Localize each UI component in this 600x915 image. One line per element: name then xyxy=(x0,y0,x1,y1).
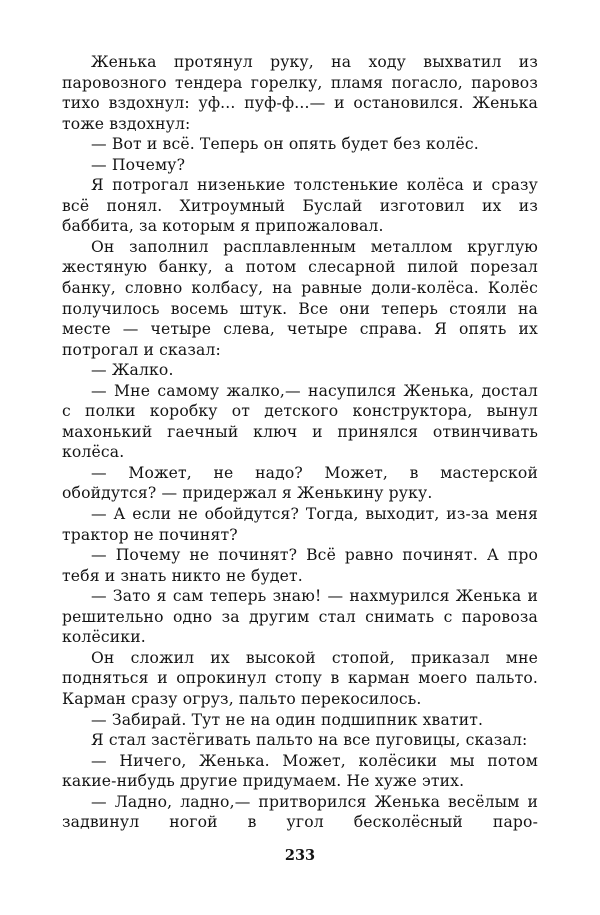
paragraph-dialogue: — Почему не починят? Всё равно починят. А про тебя и знать никто не будет. xyxy=(62,546,538,585)
paragraph-dialogue: — Забирай. Тут не на один подшипник хватит. xyxy=(91,710,484,729)
book-page-text xyxy=(62,52,538,833)
paragraph-dialogue: — Ничего, Женька. Может, колёсики мы потом какие-нибудь другие придумаем. Не хуже этих. xyxy=(62,751,538,791)
paragraph: Женька протянул руку, на ходу выхватил из паровозного тендера горелку, пламя погасло, паровоз тихо вздохнул: уф... пуф-ф...— и остановился. Женька тоже вздохнул: xyxy=(62,53,538,133)
paragraph-dialogue: — Мне самому жалко,— насупился Женька, достал с полки коробку от детского конструктора, вынул махонький гаечный ключ и принялся отвинчивать колёса. xyxy=(62,381,538,462)
paragraph: Я потрогал низенькие толстенькие колёса и сразу всё понял. Хитроумный Буслай изготовил их из баббита, за которым я припожаловал. xyxy=(62,176,538,236)
paragraph-dialogue: — Зато я сам теперь знаю! — нахмурился Женька и решительно одно за другим стал снимать с паровоза колёсики. xyxy=(62,587,538,647)
paragraph: Он заполнил расплавленным металлом круглую жестяную банку, а потом слесарной пилой порезал банку, словно колбасу, на равные доли-колёса. Колёс получилось восемь штук. Все они теперь стояли на месте — четыре слева, четыре справа. Я опять их потрогал и сказал: xyxy=(62,237,538,359)
paragraph-dialogue: — Жалко. xyxy=(91,361,174,380)
paragraph-dialogue: — А если не обойдутся? Тогда, выходит, из-за меня трактор не починят? xyxy=(62,505,538,544)
paragraph-dialogue: — Вот и всё. Теперь он опять будет без колёс. xyxy=(91,135,479,154)
paragraph: Он сложил их высокой стопой, приказал мне подняться и опрокинул стопу в карман моего пальто. Карман сразу огруз, пальто перекосилось. xyxy=(62,648,538,708)
paragraph-dialogue-continued: — Ладно, ладно,— притворился Женька весёлым и задвинул ногой в угол бесколёсный паро- xyxy=(62,792,538,832)
paragraph: Я стал застёгивать пальто на все пуговицы, сказал: xyxy=(91,731,528,750)
paragraph-dialogue: — Может, не надо? Может, в мастерской обойдутся? — придержал я Женькину руку. xyxy=(62,463,538,503)
page-number: 233 xyxy=(284,847,316,864)
paragraph-dialogue: — Почему? xyxy=(91,155,186,174)
